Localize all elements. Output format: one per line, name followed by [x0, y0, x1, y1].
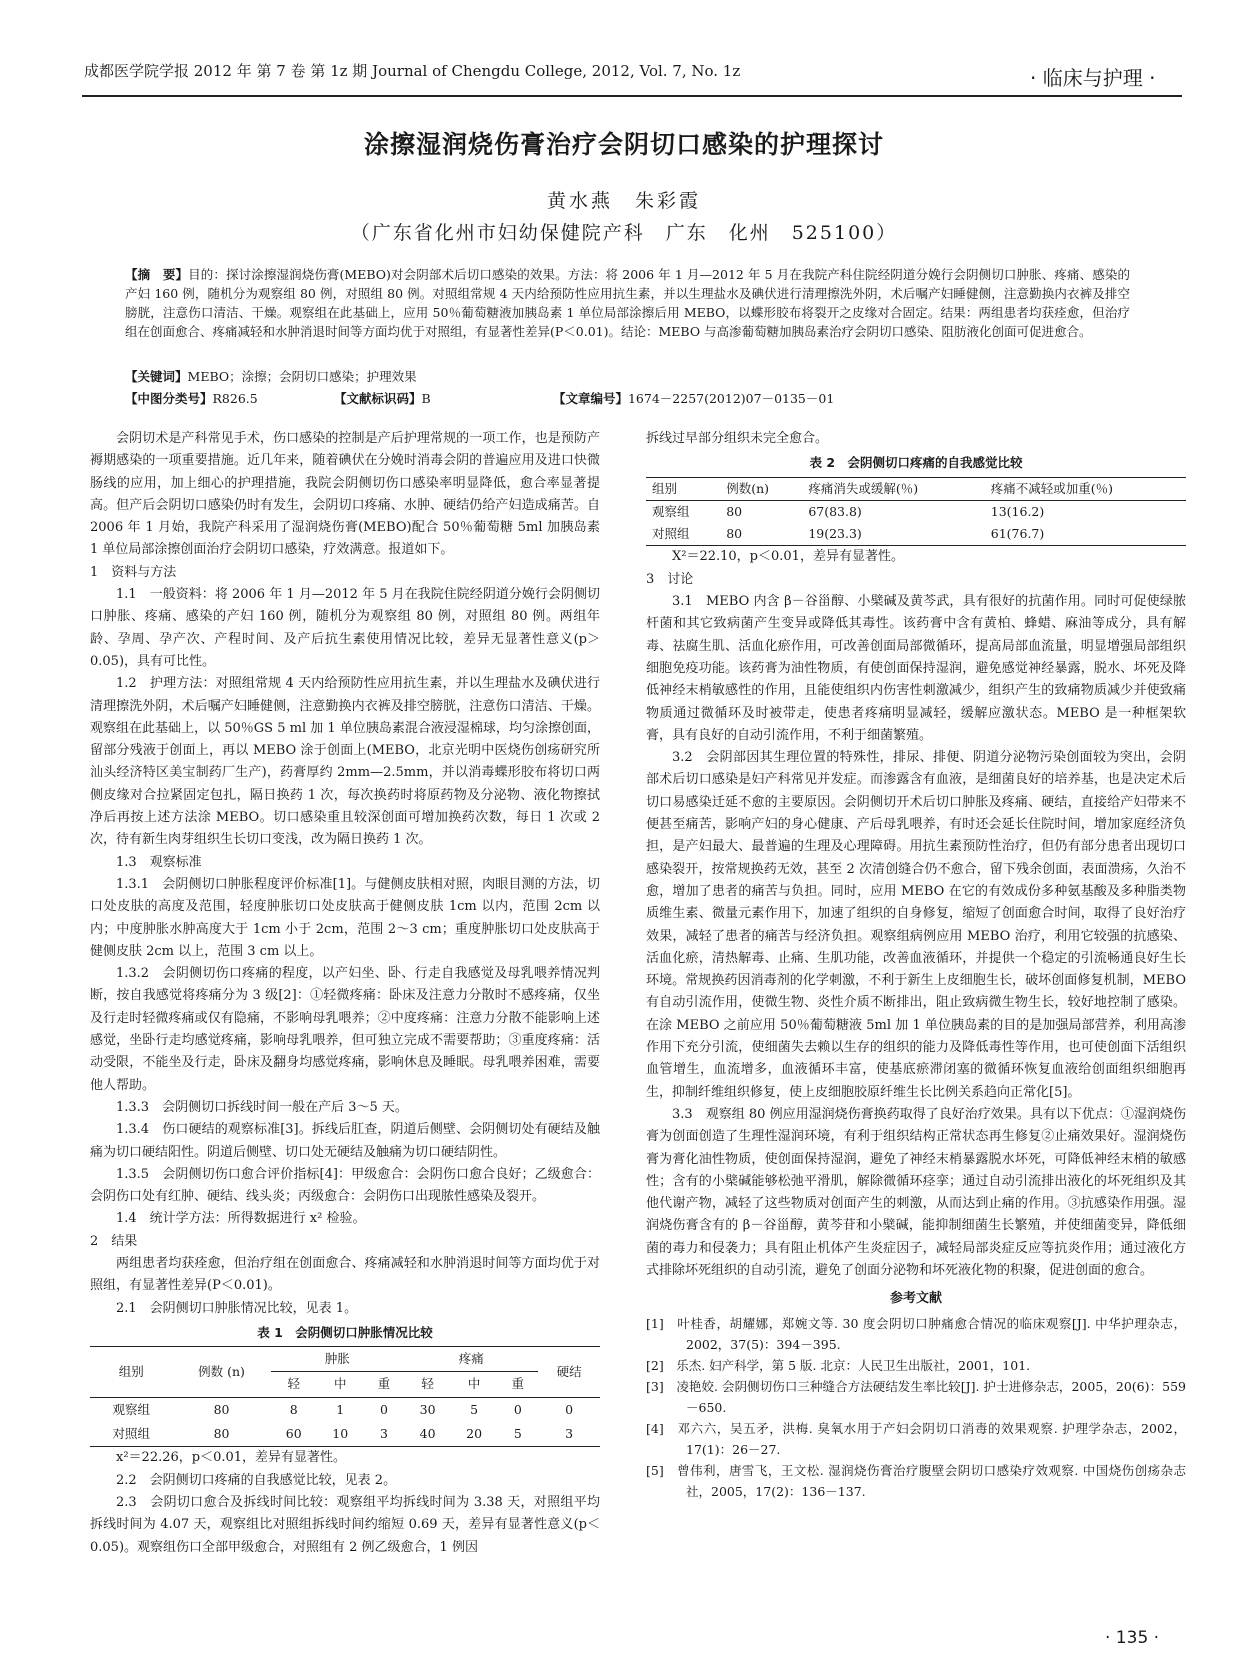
intro-paragraph: 会阴切术是产科常见手术，伤口感染的控制是产后护理常规的一项工作，也是预防产褥期感染的一项重要措施。近几年来，随着碘伏在分娩时消毒会阴的普遍应用及进口快微肠线的应用，加上细心的护理措施，我院会阴侧切伤口感染率明显降低，愈合率显著提高。但产后会阴切口感染仍时有发生，会阴切口疼痛、水肿、硬结仍给产妇造成痛苦。自 2006 年 1 月始，我院产科采用了湿润烧伤膏(MEBO)配合 50％葡萄糖 5ml 加胰岛素 1 单位局部涂擦创面治疗会阴切口感染，疗效满意。报道如下。 [90, 431, 600, 558]
authors: 黄水燕 朱彩霞 [546, 190, 701, 212]
clc-label: 【中图分类号】 [125, 391, 213, 406]
paragraph: 1.3.1 会阴侧切口肿胀程度评价标准[1]。与健侧皮肤相对照，肉眼目测的方法，切口处皮肤的高度及范围，轻度肿胀切口处皮肤高于健侧皮肤 1cm 以内，范围 2cm 以内；中度肿胀水肿高度大于 1cm 小于 2cm，范围 2～3 cm；重度肿胀切口处皮肤高于健侧皮肤 2cm 以上，范围 3 cm 以上。 [90, 876, 600, 959]
keywords [125, 367, 1130, 385]
table-cell: 8 [289, 1401, 298, 1417]
table-cell: 对照组 [652, 526, 690, 542]
table-cell: 20 [466, 1426, 483, 1442]
table-header: 硬结 [538, 1347, 600, 1398]
table-header: 疼痛消失或缓解(％) [802, 477, 984, 500]
section-heading: 2 结果 [90, 1233, 138, 1249]
table-row [646, 523, 1186, 546]
table-header: 疼痛 [404, 1347, 538, 1372]
table2 [646, 477, 1186, 547]
table-cell: 30 [419, 1401, 436, 1417]
right-column [646, 428, 1186, 1502]
table-header: 例数(n) [720, 477, 802, 500]
table2-caption: 表 2 会阴侧切口疼痛的自我感觉比较 [809, 455, 1023, 471]
table-cell: 80 [213, 1426, 230, 1442]
table-cell: 13(16.2) [990, 503, 1045, 519]
section-label: · 临床与护理 · [1030, 66, 1156, 90]
table-cell: 67(83.8) [808, 503, 862, 519]
paragraph: 2.1 会阴侧切口肿胀情况比较，见表 1。 [116, 1300, 358, 1316]
reference-item: [4] 邓六六，吴五矛，洪梅. 臭氧水用于产妇会阴切口消毒的效果观察. 护理学杂志，2002，17(1)：26－27. [646, 1420, 1186, 1457]
abstract [125, 265, 1130, 341]
article-no-value: 1674－2257(2012)07－0135－01 [627, 391, 835, 406]
table1 [90, 1346, 600, 1447]
paragraph: 1.1 一般资料：将 2006 年 1 月—2012 年 5 月在我院住院经阴道分娩行会阴侧切口肿胀、疼痛、感染的产妇 160 例，随机分为观察组 80 例，对照组 80 例。两组年龄、孕周、孕产次、产程时间、及产后抗生素使用情况比较，差异无显著性意义(p＞0.05)，具有可比性。 [90, 587, 600, 669]
keywords-label: 【关键词】 [125, 369, 188, 384]
reference-item: [3] 凌艳姣. 会阴侧切伤口三种缝合方法硬结发生率比较[J]. 护士进修杂志，2005，20(6)：559－650. [646, 1378, 1186, 1415]
abstract-label: 【摘 要】 [125, 267, 189, 282]
paragraph: 3.2 会阴部因其生理位置的特殊性，排尿、排便、阴道分泌物污染创面较为突出，会阴部术后切口感染是妇产科常见并发症。而渗露含有血液，是细菌良好的培养基，也是决定术后切口易感染迁延不愈的主要原因。会阴侧切开术后切口肿胀及疼痛、硬结，直接给产妇带来不便甚至痛苦，影响产妇的身心健康、产后母乳喂养，有时还会延长住院时间，增加家庭经济负担，是产妇最大、最普遍的生理及心理障碍。用抗生素预防性治疗，但仍有部分患者出现切口感染裂开，按常规换药无效，甚至 2 次清创缝合仍不愈合，留下残余创面，表面溃疡，久治不愈，增加了患者的痛苦与负担。同时，应用 MEBO 在它的有效成份多种氨基酸及多种脂类物质维生素、微量元素作用下，加速了组织的自身修复，缩短了创面愈合时间，取得了良好治疗效果，减轻了患者的痛苦与经济负担。观察组病例应用 MEBO 治疗，利用它较强的抗感染、活血化瘀，清热解毒、止痛、生肌功能，改善血液循环，并提供一个稳定的引流畅通良好生长环境。常规换药因消毒剂的化学刺激，不利于新生上皮细胞生长，破坏创面修复机制，MEBO 有自动引流作用，使微生物、炎性介质不断排出，阻止致病微生物生长，较好地控制了感染。在涂 MEBO 之前应用 50％葡萄糖液 5ml 加 1 单位胰岛素的目的是加强局部营养，利用高渗作用下充分引流，使细菌失去赖以生存的组织的能力及降低毒性等作用，也可使创面下活组织血管增生，血流增多，血液循环丰富，使基底瘀滞闭塞的微循环恢复血液给创面组织细胞再生，抑制纤维组织修复，使上皮细胞胶原纤维生长比例关系趋向正常化[5]。 [646, 750, 1186, 1100]
table-row [646, 500, 1186, 523]
table-cell: 5 [470, 1401, 479, 1417]
classification [125, 389, 1130, 407]
header-rule [82, 95, 1182, 97]
abstract-text: 目的：探讨涂擦湿润烧伤膏(MEBO)对会阴部术后切口感染的效果。方法：将 2006 年 1 月—2012 年 5 月在我院产科住院经阴道分娩行会阴侧切口肿胀、疼痛、感染的产妇 160 例，随机分为观察组 80 例，对照组 80 例。对照组常规 4 天内给预防性应用抗生素，并以生理盐水及碘伏进行清理擦洗外阴，术后嘱产妇睡健侧，注意勤换内衣裤及排空膀胱，注意伤口清洁、干燥。观察组在此基础上，应用 50％葡萄糖液加胰岛素 1 单位局部涂擦后用 MEBO，以蝶形胶布将裂开之皮缘对合固定。结果：两组患者均获痊愈，但治疗组在创面愈合、疼痛减轻和水肿消退时间等方面均优于对照组，有显著性差异(P＜0.01)。结论：MEBO 与高渗葡萄糖加胰岛素治疗会阴切口感染、阻肪液化创面可促进愈合。 [125, 267, 1130, 339]
subsection-heading: 1.3 观察标准 [116, 854, 202, 870]
table-cell: 3 [379, 1426, 388, 1442]
doc-code-label: 【文献标识码】 [333, 391, 422, 406]
table-row [90, 1422, 600, 1447]
paragraph: 3.1 MEBO 内含 β－谷甾醇、小檗碱及黄芩武，具有很好的抗菌作用。同时可促使绿脓杆菌和其它致病菌产生变异或降低其毒性。该药膏中含有黄柏、蜂蜡、麻油等成分，具有解毒、祛腐生肌、活血化瘀作用，可改善创面局部微循环，提高局部血流量，明显增强局部组织细胞免疫功能。该药膏为油性物质，有使创面保持湿润，避免感觉神经暴露，脱水、坏死及降低神经末梢敏感性的作用，且能使组织内伤害性刺激减少，组织产生的致痛物质减少并使致痛物质通过微循环及时被带走，使患者疼痛明显减轻，缓解应激状态。MEBO 是一种框架软膏，具有良好的自动引流作用，不利于细菌繁殖。 [646, 594, 1186, 743]
paragraph: 2.2 会阴侧切口疼痛的自我感觉比较，见表 2。 [116, 1472, 397, 1488]
table-subheader: 重 [497, 1372, 538, 1397]
table-cell: 对照组 [112, 1426, 151, 1442]
table-cell: 19(23.3) [808, 526, 862, 542]
reference-item: [2] 乐杰. 妇产科学，第 5 版. 北京：人民卫生出版社，2001，101. [646, 1357, 1031, 1373]
paragraph: 1.3.4 伤口硬结的观察标准[3]。拆线后肛查，阴道后侧壁、会阴侧切处有硬结及触痛为切口硬结阳性。阴道后侧壁、切口处无硬结及触痛为切口硬结阴性。 [90, 1122, 600, 1160]
reference-item: [5] 曾伟利，唐雪飞，王文松. 湿润烧伤膏治疗腹壁会阴切口感染疗效观察. 中国烧伤创疡杂志社，2005，17(2)：136－137. [646, 1462, 1186, 1499]
table-cell: 60 [285, 1426, 302, 1442]
paragraph: 1.3.3 会阴侧切口拆线时间一般在产后 3～5 天。 [116, 1099, 408, 1115]
table-subheader: 轻 [404, 1372, 451, 1397]
table-subheader: 轻 [271, 1372, 318, 1397]
paragraph: 1.2 护理方法：对照组常规 4 天内给预防性应用抗生素，并以生理盐水及碘伏进行清理擦洗外阴，术后嘱产妇睡健侧，注意勤换内衣裤及排空膀胱，注意伤口清洁、干燥。观察组在此基础上，以 50％GS 5 ml 加 1 单位胰岛素混合液浸湿棉球，均匀涂擦创面，留部分残液于创面上，再以 MEBO 涂于创面上(MEBO，北京光明中医烧伤创疡研究所汕头经济特区美宝制药厂生产)，药膏厚约 2mm—2.5mm，并以消毒蝶形胶布将切口两侧皮缘对合拉紧固定包扎，隔日换药 1 次，每次换药时将原药物及分泌物、液化物擦拭净后再按上述方法涂 MEBO。切口感染重且较深创面可增加换药次数，每日 1 次或 2 次，待有新生肉芽组织生长切口变浅，改为隔日换药 1 次。 [90, 676, 600, 848]
table-subheader: 重 [364, 1372, 405, 1397]
table-cell: 61(76.7) [990, 526, 1045, 542]
table1-caption: 表 1 会阴侧切口肿胀情况比较 [257, 1324, 433, 1340]
table2-note: X²＝22.10，p＜0.01，差异有显著性。 [672, 549, 904, 565]
table-cell: 观察组 [652, 503, 690, 519]
table-header: 疼痛不减轻或加重(％) [985, 477, 1186, 500]
paragraph: 2.3 会阴切口愈合及拆线时间比较：观察组平均拆线时间为 3.38 天，对照组平均拆线时间为 4.07 天，观察组比对照组拆线时间约缩短 0.69 天，差异有显著性意义(p＜0.05)。观察组伤口全部甲级愈合，对照组有 2 例乙级愈合，1 例因 [90, 1494, 600, 1555]
table-cell: 0 [379, 1401, 388, 1417]
table-header: 组别 [90, 1347, 173, 1398]
table-header: 肿胀 [271, 1347, 405, 1372]
table-cell: 40 [419, 1426, 436, 1442]
paragraph: 1.3.2 会阴侧切伤口疼痛的程度，以产妇坐、卧、行走自我感觉及母乳喂养情况判断，按自我感觉将疼痛分为 3 级[2]：①轻微疼痛：卧床及注意力分散时不感疼痛，仅坐及行走时轻微疼痛或仅有隐痛，不影响母乳喂养；②中度疼痛：注意力分散不能影响上述感觉，坐卧行走均感觉疼痛，影响母乳喂养，但可独立完成不需要帮助；③重度疼痛：活动受限，不能坐及行走，卧床及翻身均感觉疼痛，影响休息及睡眠。母乳喂养困难，需要他人帮助。 [90, 966, 600, 1093]
paragraph: 1.3.5 会阴侧切伤口愈合评价指标[4]：甲级愈合：会阴伤口愈合良好；乙级愈合：会阴伤口处有红肿、硬结、线头炎；丙级愈合：会阴伤口出现脓性感染及裂开。 [90, 1166, 600, 1205]
paragraph: 1.4 统计学方法：所得数据进行 x² 检验。 [116, 1211, 366, 1227]
table-subheader: 中 [317, 1372, 364, 1397]
table-cell: 80 [726, 526, 743, 542]
table1-note: x²＝22.26，p＜0.01，差异有显著性。 [116, 1450, 347, 1466]
paragraph: 两组患者均获痊愈，但治疗组在创面愈合、疼痛减轻和水肿消退时间等方面均优于对照组，有显著性差异(P＜0.01)。 [90, 1255, 600, 1294]
page-number: · 135 · [1105, 1628, 1160, 1648]
clc-value: R826.5 [212, 391, 258, 406]
section-heading: 3 讨论 [646, 571, 694, 587]
reference-item: [1] 叶桂香，胡耀娜，郑婉文等. 30 度会阴切口肿痛愈合情况的临床观察[J]. 中华护理杂志，2002，37(5)：394－395. [646, 1315, 1186, 1352]
table-cell: 0 [513, 1401, 522, 1417]
paragraph: 3.3 观察组 80 例应用湿润烧伤膏换药取得了良好治疗效果。具有以下优点：①湿润烧伤膏为创面创造了生理性湿润环境，有利于组织结构正常状态再生修复②止痛效果好。湿润烧伤膏为膏化油性物质，使创面保持湿润，避免了神经末梢暴露脱水坏死，可降低神经末梢的敏感性；含有的小檗碱能够松弛平滑肌，解除微循环痉挛；通过自动引流排出液化的坏死组织及其他代谢产物，减轻了这些物质对创面产生的刺激，从而达到止痛的作用。③抗感染作用强。湿润烧伤膏含有的 β－谷甾醇，黄芩苷和小檗碱，能抑制细菌生长繁殖，并使细菌变异，降低细菌的毒力和侵袭力；具有阻止机体产生炎症因子，减轻局部炎症反应等抗炎作用；通过液化方式排除坏死组织的自动引流，避免了创面分泌物和坏死液化物的积聚，促进创面的愈合。 [646, 1106, 1186, 1278]
table-row [90, 1397, 600, 1422]
table-subheader: 中 [451, 1372, 498, 1397]
table-cell: 10 [332, 1426, 349, 1442]
table-cell: 80 [726, 503, 743, 519]
paragraph: 拆线过早部分组织未完全愈合。 [646, 431, 829, 446]
article-title: 涂擦湿润烧伤膏治疗会阴切口感染的护理探讨 [363, 130, 884, 159]
left-column [90, 428, 600, 1559]
section-heading: 1 资料与方法 [90, 564, 177, 580]
table-cell: 5 [513, 1426, 522, 1442]
table-cell: 观察组 [112, 1401, 151, 1417]
table-cell: 3 [565, 1426, 574, 1442]
table-cell: 80 [213, 1401, 230, 1417]
article-no-label: 【文章编号】 [552, 391, 628, 406]
affiliation: （广东省化州市妇幼保健院产科 广东 化州 525100） [350, 222, 898, 244]
references-title: 参考文献 [889, 1291, 942, 1307]
keywords-text: MEBO；涂擦；会阴切口感染；护理效果 [187, 369, 417, 384]
journal-header: 成都医学院学报 2012 年 第 7 卷 第 1z 期 Journal of Chengdu College, 2012, Vol. 7, No. 1z [84, 62, 741, 80]
table-cell: 0 [565, 1401, 574, 1417]
table-header: 组别 [646, 477, 720, 500]
doc-code-value: B [421, 391, 431, 406]
table-header: 例数 (n) [173, 1347, 271, 1398]
table-cell: 1 [336, 1401, 345, 1417]
